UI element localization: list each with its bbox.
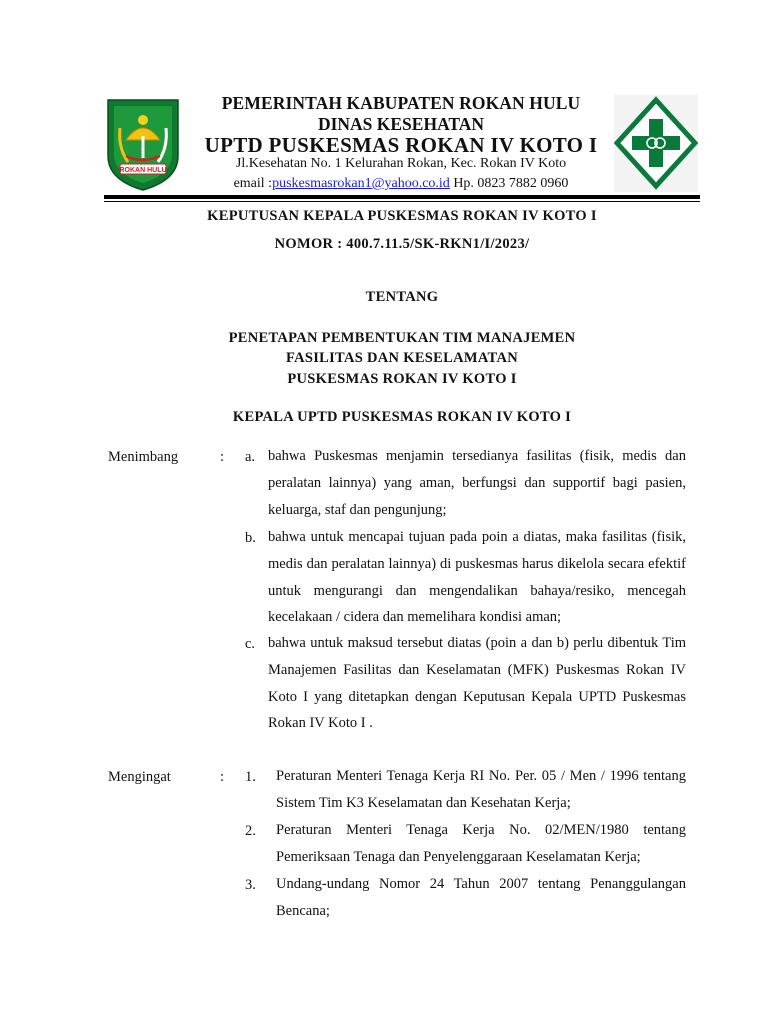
puskesmas-logo [614, 95, 698, 192]
letterhead-rule-thick [104, 195, 700, 199]
mengingat-marker-2: 2. [245, 823, 256, 839]
menimbang-marker-c: c. [245, 636, 256, 652]
regency-emblem-logo [106, 98, 180, 191]
decree-number: NOMOR : 400.7.11.5/SK-RKN1/I/2023/ [274, 236, 530, 252]
mengingat-item-2: Peraturan Menteri Tenaga Kerja No. 02/MEN/1980 tentang Pemeriksaan Tenaga dan Penyelenggaraan Keselamatan Kerja; [276, 822, 686, 865]
subject-line-3: PUSKESMAS ROKAN IV KOTO I [287, 371, 517, 387]
unit-name: UPTD PUSKESMAS ROKAN IV KOTO I [204, 133, 598, 157]
subject-line-1: PENETAPAN PEMBENTUKAN TIM MANAJEMEN [228, 330, 576, 346]
mengingat-item-1: Peraturan Menteri Tenaga Kerja RI No. Per. 05 / Men / 1996 tentang Sistem Tim K3 Keselamatan dan Kesehatan Kerja; [276, 768, 686, 811]
issuer-heading: KEPALA UPTD PUSKESMAS ROKAN IV KOTO I [232, 409, 572, 425]
svg-text:ROKAN HULU: ROKAN HULU [119, 167, 167, 174]
menimbang-item-a: bahwa Puskesmas menjamin tersedianya fasilitas (fisik, medis dan peralatan lainnya) yang aman, berfungsi dan supportif bagi pasien, keluarga, staf dan pengunjung; [268, 448, 686, 518]
mengingat-colon: : [220, 769, 225, 785]
mengingat-label: Mengingat [108, 769, 171, 785]
mengingat-marker-3: 3. [245, 877, 256, 893]
phone-number: Hp. 0823 7882 0960 [449, 176, 569, 191]
mengingat-marker-1: 1. [245, 769, 256, 785]
government-name: PEMERINTAH KABUPATEN ROKAN HULU [221, 93, 581, 113]
menimbang-colon: : [220, 449, 225, 465]
contact-line [186, 176, 616, 192]
menimbang-marker-b: b. [245, 530, 256, 546]
about-heading: TENTANG [365, 289, 439, 305]
menimbang-item-c: bahwa untuk maksud tersebut diatas (poin a dan b) perlu dibentuk Tim Manajemen Fasilitas dan Keselamatan (MFK) Puskesmas Rokan IV Koto I yang ditetapkan dengan Keputusan Kepala UPTD Puskesmas Rokan IV Koto I . [268, 635, 686, 732]
agency-name: DINAS KESEHATAN [317, 114, 485, 134]
menimbang-marker-a: a. [245, 449, 256, 465]
email-prefix: email : [233, 176, 273, 191]
decree-title: KEPUTUSAN KEPALA PUSKESMAS ROKAN IV KOTO I [207, 208, 597, 224]
subject-line-2: FASILITAS DAN KESELAMATAN [285, 350, 519, 366]
mengingat-item-3: Undang-undang Nomor 24 Tahun 2007 tentang Penanggulangan Bencana; [276, 876, 686, 919]
menimbang-label: Menimbang [108, 449, 179, 465]
email-link[interactable]: puskesmasrokan1@yahoo.co.id [272, 176, 450, 191]
office-address: Jl.Kesehatan No. 1 Kelurahan Rokan, Kec. Rokan IV Koto [235, 156, 567, 171]
letterhead-rule-thin [104, 201, 700, 202]
menimbang-item-b: bahwa untuk mencapai tujuan pada poin a diatas, maka fasilitas (fisik, medis dan peralatan lainnya) di puskesmas harus dikelola secara efektif untuk mengurangi dan mengendalikan bahaya/resiko, mencegah kecelakaan / cidera dan memelihara kondisi aman; [268, 529, 686, 626]
